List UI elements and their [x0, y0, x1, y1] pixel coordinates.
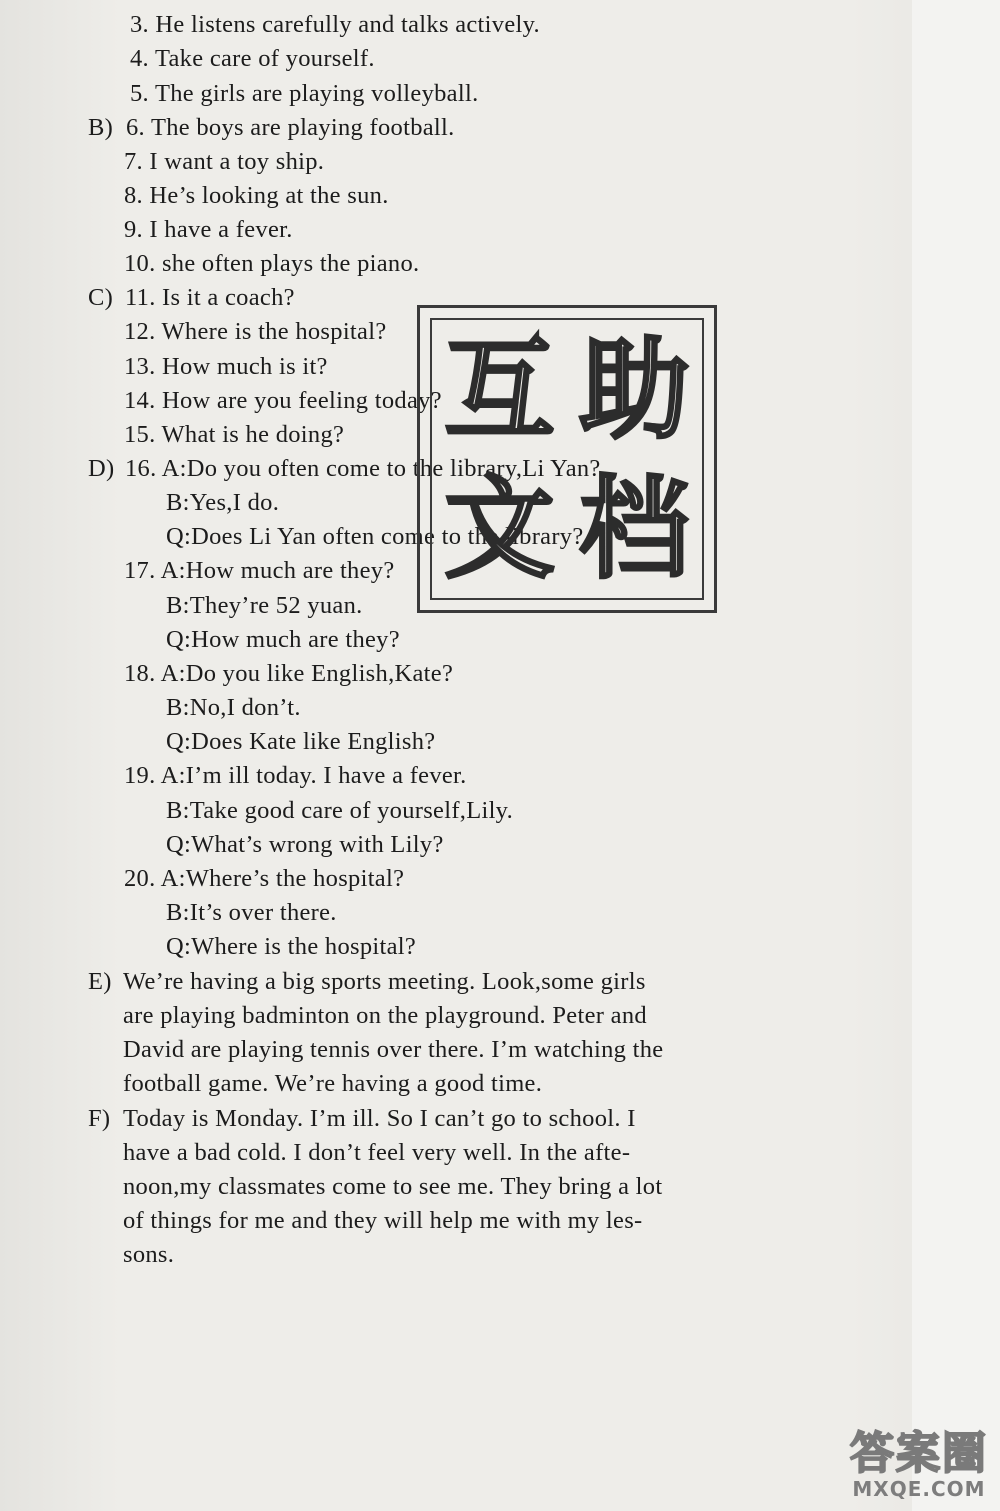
answer-line: 18. A:Do you like English,Kate?	[124, 660, 454, 687]
answer-line: of things for me and they will help me with my les-	[123, 1207, 643, 1234]
stamp-char: 档	[579, 464, 690, 593]
answer-line: B) 6. The boys are playing football.	[88, 114, 455, 141]
answer-line: E) We’re having a big sports meeting. Look,some girls	[88, 968, 646, 995]
watermark-logo	[850, 1428, 988, 1501]
answer-line: have a bad cold. I don’t feel very well. In the afte-	[123, 1139, 631, 1166]
answer-line: football game. We’re having a good time.	[123, 1070, 543, 1097]
answer-line: 12. Where is the hospital?	[124, 318, 387, 345]
answer-line: B:Take good care of yourself,Lily.	[166, 797, 514, 824]
answer-line: B:It’s over there.	[166, 899, 337, 926]
answer-line: D) 16. A:Do you often come to the library,Li Yan?	[88, 455, 601, 482]
answer-line: Q:Does Kate like English?	[166, 728, 436, 755]
answer-line: C) 11. Is it a coach?	[88, 284, 295, 311]
page-margin	[912, 0, 1000, 1511]
answer-line: F) Today is Monday. I’m ill. So I can’t go to school. I	[88, 1105, 636, 1132]
stamp-char: 文	[444, 464, 555, 593]
answer-line: Q:Does Li Yan often come to the library?	[166, 523, 584, 550]
answer-line: 10. she often plays the piano.	[124, 250, 420, 277]
answer-line: David are playing tennis over there. I’m watching the	[123, 1036, 664, 1063]
answer-line: 5. The girls are playing volleyball.	[130, 80, 479, 107]
answer-line: 17. A:How much are they?	[124, 557, 395, 584]
answer-line: 7. I want a toy ship.	[124, 148, 325, 175]
watermark-url: MXQE.COM	[852, 1477, 986, 1501]
answer-line: 4. Take care of yourself.	[130, 45, 375, 72]
answer-line: 8. He’s looking at the sun.	[124, 182, 389, 209]
answer-line: 13. How much is it?	[124, 353, 328, 380]
answer-line: sons.	[123, 1241, 175, 1268]
answer-line: 14. How are you feeling today?	[124, 387, 442, 414]
stamp-char: 互	[444, 325, 555, 454]
answer-line: 20. A:Where’s the hospital?	[124, 865, 405, 892]
stamp-char: 助	[579, 325, 690, 454]
answer-line: B:No,I don’t.	[166, 694, 301, 721]
answer-line: 3. He listens carefully and talks actively.	[130, 11, 540, 38]
answer-line: 15. What is he doing?	[124, 421, 345, 448]
answer-line: noon,my classmates come to see me. They bring a lot	[123, 1173, 663, 1200]
answer-line: 19. A:I’m ill today. I have a fever.	[124, 762, 467, 789]
watermark-title: 答案圈	[850, 1428, 988, 1479]
answer-line: Q:Where is the hospital?	[166, 933, 417, 960]
answer-line: B:Yes,I do.	[166, 489, 280, 516]
answer-line: Q:How much are they?	[166, 626, 400, 653]
answer-line: B:They’re 52 yuan.	[166, 592, 363, 619]
answer-line: Q:What’s wrong with Lily?	[166, 831, 444, 858]
answer-line: 9. I have a fever.	[124, 216, 293, 243]
seal-stamp	[417, 305, 717, 613]
answer-line: are playing badminton on the playground. Peter and	[123, 1002, 647, 1029]
